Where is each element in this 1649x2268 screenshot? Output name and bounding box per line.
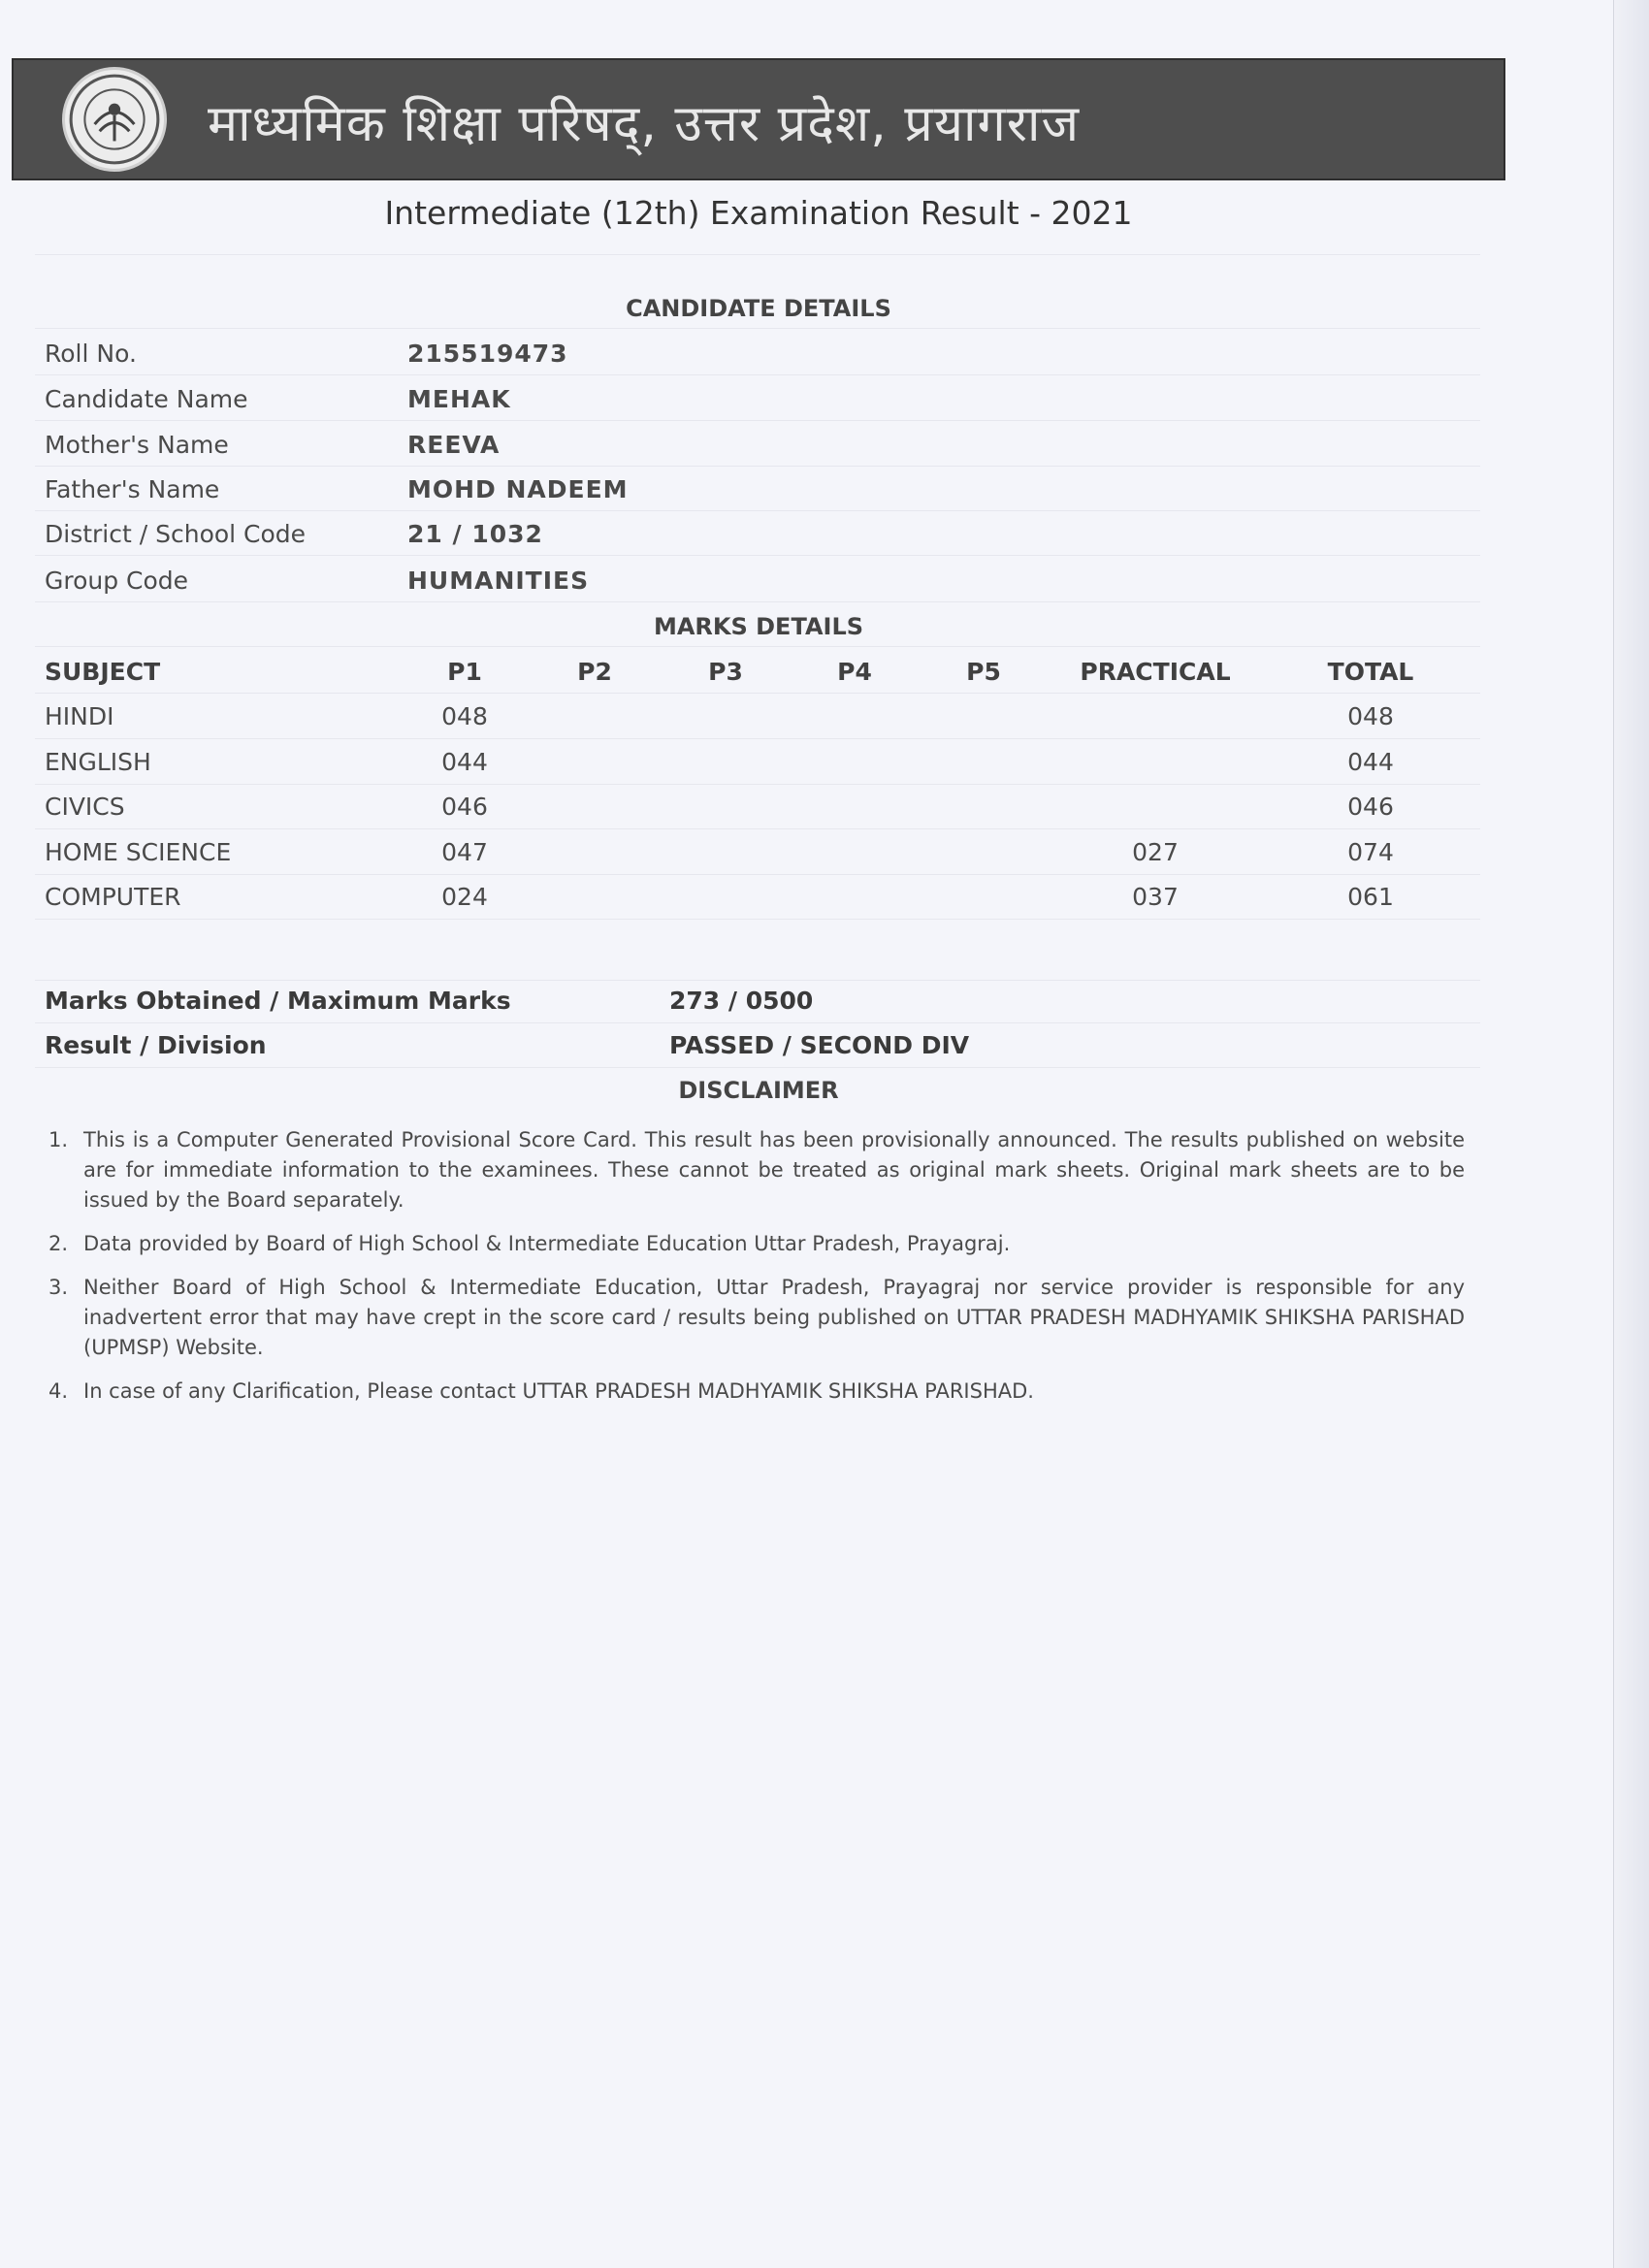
column-header-p4: P4 (837, 658, 872, 686)
divider (35, 646, 1480, 647)
column-header-practical: PRACTICAL (1080, 658, 1231, 686)
divider (35, 555, 1480, 556)
disclaimer-item-text: This is a Computer Generated Provisional Score Card. This result has been provisionally announced. The results published on website are for immediate information to the examinees. These cannot be treated as original mark sheets. Original mark sheets are to be issued by the Board separately. (83, 1128, 1465, 1212)
divider (35, 510, 1480, 511)
header-banner (12, 58, 1505, 180)
column-header-subject: SUBJECT (45, 658, 161, 686)
cell-total: 046 (1347, 793, 1394, 821)
cell-p1: 047 (441, 838, 488, 866)
column-header-p5: P5 (966, 658, 1001, 686)
candidate-name-label: Candidate Name (45, 385, 248, 413)
disclaimer-item-number: 4. (48, 1379, 69, 1403)
board-name-hindi: माध्यमिक शिक्षा परिषद्, उत्तर प्रदेश, प्रयागराज (208, 95, 1081, 153)
disclaimer-item (48, 1377, 1465, 1407)
column-header-p3: P3 (708, 658, 743, 686)
cell-practical: 037 (1132, 883, 1179, 911)
divider (35, 420, 1480, 421)
cell-practical: 027 (1132, 838, 1179, 866)
column-header-total: TOTAL (1327, 658, 1414, 686)
group-code-value: HUMANITIES (407, 567, 590, 595)
disclaimer-item-text: Neither Board of High School & Intermediate Education, Uttar Pradesh, Prayagraj nor service provider is responsible for any inadvertent error that may have crept in the score card / results being published on UTTAR PRADESH MADHYAMIK SHIKSHA PARISHAD (UPMSP) Website. (83, 1276, 1465, 1359)
disclaimer-item-number: 3. (48, 1276, 69, 1299)
father-name-label: Father's Name (45, 475, 220, 503)
divider (35, 254, 1480, 255)
mother-name-value: REEVA (407, 431, 501, 459)
divider (35, 828, 1480, 829)
marks-details-title: MARKS DETAILS (653, 613, 864, 640)
disclaimer-item (48, 1273, 1465, 1363)
marks-obtained-label: Marks Obtained / Maximum Marks (45, 987, 511, 1015)
district-school-code-label: District / School Code (45, 520, 307, 548)
group-code-label: Group Code (45, 567, 189, 595)
cell-total: 074 (1347, 838, 1394, 866)
disclaimer-item-number: 2. (48, 1232, 69, 1255)
divider (35, 1022, 1480, 1023)
divider (35, 874, 1480, 875)
column-header-p1: P1 (447, 658, 482, 686)
marks-obtained-value: 273 / 0500 (669, 987, 814, 1015)
cell-total: 048 (1347, 702, 1394, 730)
result-division-value: PASSED / SECOND DIV (669, 1031, 970, 1059)
cell-p1: 024 (441, 883, 488, 911)
candidate-details-title: CANDIDATE DETAILS (626, 295, 891, 322)
disclaimer-item-number: 1. (48, 1128, 69, 1151)
cell-subject: COMPUTER (45, 883, 181, 911)
disclaimer-item-text: Data provided by Board of High School & Intermediate Education Uttar Pradesh, Prayagraj. (83, 1232, 1011, 1255)
district-school-code-value: 21 / 1032 (407, 520, 543, 548)
column-header-p2: P2 (577, 658, 612, 686)
divider (35, 919, 1480, 920)
up-state-emblem-icon (62, 67, 167, 172)
exam-title: Intermediate (12th) Examination Result - 2021 (384, 194, 1133, 232)
father-name-value: MOHD NADEEM (407, 475, 629, 503)
divider (35, 1067, 1480, 1068)
disclaimer-item (48, 1125, 1465, 1215)
disclaimer-item (48, 1229, 1465, 1259)
cell-p1: 048 (441, 702, 488, 730)
divider (35, 601, 1480, 602)
cell-subject: CIVICS (45, 793, 125, 821)
cell-subject: ENGLISH (45, 748, 151, 776)
disclaimer-list (48, 1125, 1465, 1420)
divider (35, 374, 1480, 375)
cell-p1: 044 (441, 748, 488, 776)
disclaimer-item-text: In case of any Clarification, Please contact UTTAR PRADESH MADHYAMIK SHIKSHA PARISHAD. (83, 1379, 1034, 1403)
divider (35, 466, 1480, 467)
cell-subject: HOME SCIENCE (45, 838, 232, 866)
result-division-label: Result / Division (45, 1031, 267, 1059)
roll-no-label: Roll No. (45, 340, 137, 368)
disclaimer-title: DISCLAIMER (678, 1077, 839, 1104)
cell-total: 061 (1347, 883, 1394, 911)
divider (35, 738, 1480, 739)
divider (35, 980, 1480, 981)
mother-name-label: Mother's Name (45, 431, 229, 459)
scan-page-edge (1613, 0, 1649, 2268)
divider (35, 693, 1480, 694)
roll-no-value: 215519473 (407, 340, 568, 368)
divider (35, 784, 1480, 785)
cell-subject: HINDI (45, 702, 114, 730)
cell-total: 044 (1347, 748, 1394, 776)
candidate-name-value: MEHAK (407, 385, 511, 413)
cell-p1: 046 (441, 793, 488, 821)
divider (35, 328, 1480, 329)
